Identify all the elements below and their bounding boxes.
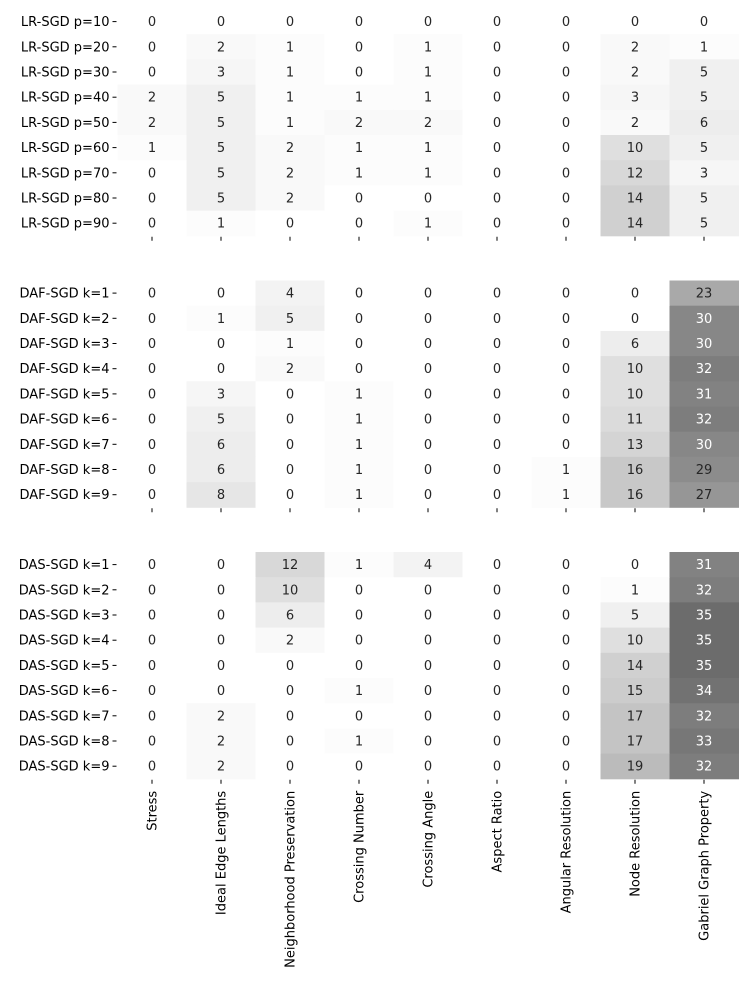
- cell-value-label: 0: [492, 191, 502, 207]
- cell-value-label: 0: [147, 216, 157, 232]
- cell-value-label: 14: [626, 658, 644, 674]
- cell-value-label: 5: [630, 608, 640, 624]
- cell-value-label: 0: [561, 387, 571, 403]
- cell-value-label: 0: [561, 558, 571, 574]
- cell-value-label: 0: [285, 684, 295, 700]
- cell-value-label: 0: [423, 463, 433, 478]
- cell-value-label: 1: [354, 734, 364, 750]
- column-tick-label: Stress: [145, 790, 161, 831]
- cell-value-label: 1: [285, 90, 295, 106]
- cell-value-label: 32: [695, 362, 713, 378]
- cell-value-label: 0: [492, 115, 502, 131]
- cell-value-label: 0: [147, 191, 157, 207]
- column-tick-label: Crossing Number: [352, 790, 368, 903]
- cell-value-label: 29: [695, 463, 713, 478]
- cell-value-label: 0: [354, 311, 364, 327]
- row-tick-label: DAS-SGD k=7: [18, 709, 110, 725]
- cell-value-label: 0: [561, 583, 571, 599]
- cell-value-label: 0: [354, 337, 364, 352]
- cell-value-label: 0: [216, 608, 226, 624]
- row-tick-label: DAF-SGD k=2: [19, 311, 110, 327]
- cell-value-label: 6: [630, 337, 640, 352]
- cell-value-label: 0: [423, 412, 433, 428]
- cell-value-label: 6: [285, 608, 295, 624]
- row-tick-label: DAF-SGD k=1: [19, 286, 110, 302]
- cell-value-label: 0: [561, 40, 571, 56]
- cell-value-label: 0: [147, 558, 157, 574]
- cell-value-label: 0: [147, 633, 157, 649]
- cell-value-label: 0: [147, 658, 157, 674]
- cell-value-label: 0: [561, 65, 571, 81]
- cell-value-label: 3: [216, 387, 226, 403]
- cell-value-label: 0: [354, 65, 364, 81]
- cell-value-label: 0: [492, 311, 502, 327]
- cell-value-label: 0: [492, 709, 502, 725]
- heatmap-panel-1: [21, 9, 739, 241]
- cell-value-label: 3: [699, 166, 709, 182]
- cell-value-label: 0: [285, 759, 295, 775]
- cell-value-label: 2: [285, 166, 295, 182]
- cell-value-label: 0: [492, 166, 502, 182]
- cell-value-label: 1: [285, 115, 295, 131]
- cell-value-label: 3: [216, 65, 226, 81]
- row-tick-label: LR-SGD p=10: [20, 15, 110, 31]
- cell-value-label: 1: [561, 463, 571, 478]
- cell-value-label: 0: [561, 412, 571, 428]
- row-tick-label: DAF-SGD k=4: [19, 362, 110, 378]
- cell-value-label: 10: [281, 583, 299, 599]
- cell-value-label: 0: [147, 15, 157, 31]
- cell-value-label: 32: [695, 583, 713, 599]
- cell-value-label: 0: [492, 387, 502, 403]
- cell-value-label: 5: [216, 191, 226, 207]
- cell-value-label: 0: [423, 684, 433, 700]
- cell-value-label: 1: [285, 65, 295, 81]
- cell-value-label: 14: [626, 191, 644, 207]
- cell-value-label: 0: [216, 286, 226, 302]
- cell-value-label: 19: [626, 759, 644, 775]
- cell-value-label: 0: [147, 166, 157, 182]
- cell-value-label: 0: [630, 15, 640, 31]
- cell-value-label: 1: [354, 463, 364, 478]
- cell-value-label: 1: [285, 337, 295, 352]
- cell-value-label: 0: [492, 362, 502, 378]
- heatmap-panel-2: [19, 281, 739, 513]
- row-tick-label: LR-SGD p=70: [20, 166, 110, 182]
- cell-value-label: 0: [216, 558, 226, 574]
- row-tick-label: DAS-SGD k=9: [18, 759, 110, 775]
- cell-value-label: 5: [699, 65, 709, 81]
- cell-value-label: 10: [626, 633, 644, 649]
- cell-value-label: 13: [626, 437, 644, 453]
- row-tick-label: DAS-SGD k=8: [18, 734, 110, 750]
- cell-value-label: 1: [423, 216, 433, 232]
- cell-value-label: 0: [285, 463, 295, 478]
- cell-value-label: 2: [423, 115, 433, 131]
- row-tick-label: DAS-SGD k=5: [18, 658, 110, 674]
- cell-value-label: 0: [354, 362, 364, 378]
- cell-value-label: 0: [492, 684, 502, 700]
- cell-value-label: 0: [147, 65, 157, 81]
- cell-value-label: 0: [561, 337, 571, 352]
- cell-value-label: 17: [626, 709, 644, 725]
- cell-value-label: 0: [285, 387, 295, 403]
- cell-value-label: 6: [216, 437, 226, 453]
- row-tick-label: DAF-SGD k=6: [19, 412, 110, 428]
- cell-value-label: 0: [492, 488, 502, 504]
- cell-value-label: 1: [630, 583, 640, 599]
- cell-value-label: 0: [354, 40, 364, 56]
- cell-value-label: 2: [285, 191, 295, 207]
- cell-value-label: 2: [354, 115, 364, 131]
- cell-value-label: 0: [216, 633, 226, 649]
- cell-value-label: 0: [492, 286, 502, 302]
- cell-value-label: 1: [354, 488, 364, 504]
- cell-value-label: 0: [561, 286, 571, 302]
- column-tick-label: Aspect Ratio: [490, 790, 506, 873]
- cell-value-label: 3: [630, 90, 640, 106]
- row-tick-label: LR-SGD p=80: [20, 191, 110, 207]
- cell-value-label: 0: [561, 15, 571, 31]
- row-tick-label: DAS-SGD k=1: [18, 558, 110, 574]
- cell-value-label: 2: [285, 362, 295, 378]
- cell-value-label: 0: [216, 362, 226, 378]
- cell-value-label: 0: [492, 216, 502, 232]
- cell-value-label: 5: [216, 115, 226, 131]
- cell-value-label: 0: [492, 463, 502, 478]
- cell-value-label: 1: [354, 558, 364, 574]
- row-tick-label: DAS-SGD k=2: [18, 583, 110, 599]
- cell-value-label: 0: [492, 633, 502, 649]
- cell-value-label: 0: [561, 191, 571, 207]
- cell-value-label: 30: [695, 337, 713, 352]
- cell-value-label: 2: [630, 115, 640, 131]
- cell-value-label: 1: [354, 90, 364, 106]
- cell-value-label: 0: [561, 608, 571, 624]
- cell-value-label: 5: [699, 216, 709, 232]
- cell-value-label: 0: [423, 15, 433, 31]
- cell-value-label: 1: [354, 684, 364, 700]
- cell-value-label: 16: [626, 488, 644, 504]
- cell-value-label: 0: [423, 362, 433, 378]
- cell-value-label: 0: [147, 684, 157, 700]
- cell-value-label: 0: [147, 311, 157, 327]
- cell-value-label: 0: [216, 658, 226, 674]
- cell-value-label: 0: [492, 141, 502, 157]
- cell-value-label: 5: [285, 311, 295, 327]
- cell-value-label: 2: [147, 115, 157, 131]
- cell-value-label: 2: [216, 759, 226, 775]
- cell-value-label: 0: [354, 658, 364, 674]
- cell-value-label: 1: [561, 488, 571, 504]
- cell-value-label: 0: [423, 191, 433, 207]
- cell-value-label: 0: [216, 15, 226, 31]
- cell-value-label: 1: [216, 311, 226, 327]
- cell-value-label: 0: [423, 387, 433, 403]
- row-tick-label: DAS-SGD k=6: [18, 684, 110, 700]
- cell-value-label: 0: [285, 15, 295, 31]
- cell-value-label: 0: [423, 734, 433, 750]
- column-tick-label: Crossing Angle: [421, 790, 437, 888]
- column-tick-label: Neighborhood Preservation: [283, 790, 299, 968]
- cell-value-label: 0: [561, 658, 571, 674]
- cell-value-label: 0: [216, 337, 226, 352]
- cell-value-label: 0: [147, 709, 157, 725]
- cell-value-label: 0: [561, 684, 571, 700]
- cell-value-label: 0: [423, 286, 433, 302]
- cell-value-label: 1: [423, 90, 433, 106]
- cell-value-label: 0: [492, 40, 502, 56]
- cell-value-label: 5: [216, 90, 226, 106]
- cell-value-label: 0: [423, 337, 433, 352]
- cell-value-label: 0: [285, 216, 295, 232]
- cell-value-label: 0: [561, 633, 571, 649]
- cell-value-label: 1: [423, 141, 433, 157]
- cell-value-label: 0: [699, 15, 709, 31]
- cell-value-label: 0: [492, 437, 502, 453]
- cell-value-label: 0: [147, 734, 157, 750]
- row-tick-label: DAF-SGD k=8: [19, 463, 110, 478]
- cell-value-label: 0: [285, 412, 295, 428]
- column-tick-label: Node Resolution: [628, 790, 644, 897]
- cell-value-label: 0: [354, 191, 364, 207]
- cell-value-label: 0: [561, 115, 571, 131]
- cell-value-label: 0: [492, 558, 502, 574]
- cell-value-label: 12: [626, 166, 644, 182]
- cell-value-label: 35: [695, 658, 713, 674]
- cell-value-label: 0: [285, 734, 295, 750]
- cell-value-label: 1: [354, 166, 364, 182]
- cell-value-label: 15: [626, 684, 644, 700]
- cell-value-label: 17: [626, 734, 644, 750]
- cell-value-label: 32: [695, 709, 713, 725]
- cell-value-label: 1: [423, 65, 433, 81]
- cell-value-label: 6: [216, 463, 226, 478]
- row-tick-label: DAF-SGD k=7: [19, 437, 110, 453]
- cell-value-label: 0: [423, 633, 433, 649]
- cell-value-label: 0: [354, 216, 364, 232]
- cell-value-label: 12: [281, 558, 299, 574]
- cell-value-label: 0: [561, 141, 571, 157]
- row-tick-label: LR-SGD p=50: [20, 115, 110, 131]
- cell-value-label: 0: [561, 311, 571, 327]
- cell-value-label: 0: [147, 608, 157, 624]
- cell-value-label: 0: [354, 759, 364, 775]
- cell-value-label: 5: [699, 90, 709, 106]
- cell-value-label: 1: [423, 40, 433, 56]
- cell-value-label: 0: [492, 759, 502, 775]
- cell-value-label: 2: [216, 734, 226, 750]
- cell-value-label: 2: [285, 141, 295, 157]
- cell-value-label: 0: [285, 709, 295, 725]
- cell-value-label: 0: [561, 362, 571, 378]
- cell-value-label: 0: [492, 734, 502, 750]
- row-tick-label: DAF-SGD k=9: [19, 488, 110, 504]
- cell-value-label: 1: [354, 387, 364, 403]
- cell-value-label: 2: [216, 40, 226, 56]
- cell-value-label: 1: [354, 437, 364, 453]
- cell-value-label: 0: [354, 286, 364, 302]
- row-tick-label: LR-SGD p=40: [20, 90, 110, 106]
- cell-value-label: 2: [216, 709, 226, 725]
- cell-value-label: 33: [695, 734, 713, 750]
- cell-value-label: 0: [561, 759, 571, 775]
- cell-value-label: 4: [285, 286, 295, 302]
- cell-value-label: 0: [423, 709, 433, 725]
- cell-value-label: 4: [423, 558, 433, 574]
- cell-value-label: 1: [285, 40, 295, 56]
- row-tick-label: DAF-SGD k=3: [19, 337, 110, 352]
- cell-value-label: 0: [492, 608, 502, 624]
- cell-value-label: 11: [626, 412, 644, 428]
- cell-value-label: 1: [216, 216, 226, 232]
- cell-value-label: 0: [561, 90, 571, 106]
- cell-value-label: 0: [561, 166, 571, 182]
- row-tick-label: DAF-SGD k=5: [19, 387, 110, 403]
- cell-value-label: 0: [423, 608, 433, 624]
- cell-value-label: 0: [630, 286, 640, 302]
- cell-value-label: 0: [423, 437, 433, 453]
- cell-value-label: 0: [630, 311, 640, 327]
- cell-value-label: 32: [695, 412, 713, 428]
- cell-value-label: 31: [695, 558, 713, 574]
- cell-value-label: 5: [216, 412, 226, 428]
- cell-value-label: 0: [492, 90, 502, 106]
- cell-value-label: 35: [695, 608, 713, 624]
- cell-value-label: 0: [492, 65, 502, 81]
- cell-value-label: 0: [561, 216, 571, 232]
- cell-value-label: 0: [492, 583, 502, 599]
- cell-value-label: 2: [630, 40, 640, 56]
- cell-value-label: 0: [354, 583, 364, 599]
- cell-value-label: 0: [216, 583, 226, 599]
- cell-value-label: 16: [626, 463, 644, 478]
- cell-value-label: 0: [492, 658, 502, 674]
- cell-value-label: 5: [216, 141, 226, 157]
- cell-value-label: 1: [423, 166, 433, 182]
- cell-value-label: 1: [699, 40, 709, 56]
- cell-value-label: 31: [695, 387, 713, 403]
- row-tick-label: LR-SGD p=90: [20, 216, 110, 232]
- cell-value-label: 34: [695, 684, 713, 700]
- cell-value-label: 0: [354, 15, 364, 31]
- cell-value-label: 0: [354, 633, 364, 649]
- cell-value-label: 2: [147, 90, 157, 106]
- row-tick-label: DAS-SGD k=3: [18, 608, 110, 624]
- cell-value-label: 0: [423, 488, 433, 504]
- cell-value-label: 0: [147, 286, 157, 302]
- cell-value-label: 0: [147, 412, 157, 428]
- row-tick-label: LR-SGD p=20: [20, 40, 110, 56]
- cell-value-label: 5: [699, 191, 709, 207]
- cell-value-label: 0: [492, 412, 502, 428]
- cell-value-label: 1: [354, 412, 364, 428]
- cell-value-label: 0: [492, 337, 502, 352]
- cell-value-label: 0: [630, 558, 640, 574]
- cell-value-label: 0: [147, 387, 157, 403]
- cell-value-label: 2: [630, 65, 640, 81]
- cell-value-label: 32: [695, 759, 713, 775]
- cell-value-label: 27: [695, 488, 713, 504]
- cell-value-label: 30: [695, 311, 713, 327]
- cell-value-label: 10: [626, 362, 644, 378]
- cell-value-label: 14: [626, 216, 644, 232]
- cell-value-label: 0: [147, 337, 157, 352]
- cell-value-label: 0: [216, 684, 226, 700]
- cell-value-label: 0: [423, 311, 433, 327]
- cell-value-label: 0: [561, 437, 571, 453]
- cell-value-label: 0: [285, 437, 295, 453]
- cell-value-label: 10: [626, 141, 644, 157]
- cell-value-label: 0: [492, 15, 502, 31]
- cell-value-label: 0: [423, 583, 433, 599]
- cell-value-label: 0: [285, 488, 295, 504]
- cell-value-label: 0: [147, 583, 157, 599]
- cell-value-label: 0: [147, 40, 157, 56]
- row-tick-label: LR-SGD p=30: [20, 65, 110, 81]
- cell-value-label: 0: [147, 488, 157, 504]
- cell-value-label: 2: [285, 633, 295, 649]
- cell-value-label: 0: [147, 463, 157, 478]
- column-tick-label: Angular Resolution: [559, 790, 575, 914]
- cell-value-label: 0: [423, 658, 433, 674]
- heatmap-panel-3: [19, 552, 739, 784]
- cell-value-label: 5: [699, 141, 709, 157]
- column-tick-label: Ideal Edge Lengths: [214, 790, 230, 916]
- row-tick-label: DAS-SGD k=4: [18, 633, 110, 649]
- cell-value-label: 8: [216, 488, 226, 504]
- cell-value-label: 0: [354, 709, 364, 725]
- cell-value-label: 35: [695, 633, 713, 649]
- cell-value-label: 5: [216, 166, 226, 182]
- cell-value-label: 0: [561, 734, 571, 750]
- cell-value-label: 0: [147, 437, 157, 453]
- cell-value-label: 1: [147, 141, 157, 157]
- cell-value-label: 10: [626, 387, 644, 403]
- cell-value-label: 6: [699, 115, 709, 131]
- cell-value-label: 1: [354, 141, 364, 157]
- cell-value-label: 0: [147, 759, 157, 775]
- cell-value-label: 0: [285, 658, 295, 674]
- cell-value-label: 0: [423, 759, 433, 775]
- cell-value-label: 0: [147, 362, 157, 378]
- cell-value-label: 30: [695, 437, 713, 453]
- cell-value-label: 0: [354, 608, 364, 624]
- cell-value-label: 0: [561, 709, 571, 725]
- row-tick-label: LR-SGD p=60: [20, 141, 110, 157]
- column-tick-label: Gabriel Graph Property: [697, 790, 713, 941]
- cell-value-label: 23: [695, 286, 713, 302]
